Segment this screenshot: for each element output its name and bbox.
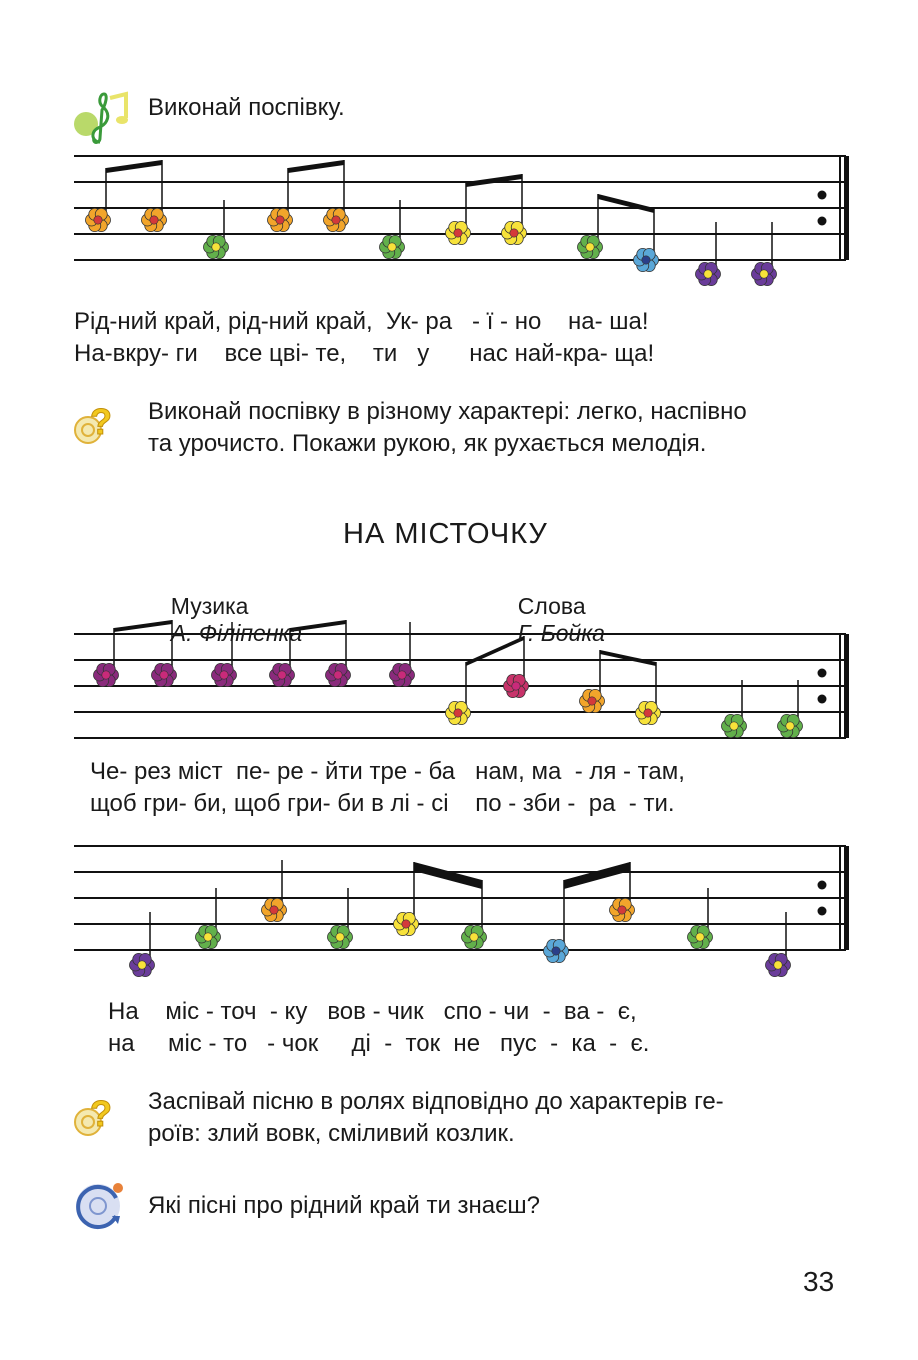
flower-note <box>142 208 167 231</box>
flower-note <box>502 221 527 244</box>
repeat-dot <box>818 881 827 890</box>
flower-note <box>394 912 419 935</box>
question1-line1: Виконай поспівку в різному характері: легко, наспівно <box>148 398 747 425</box>
note-beam <box>598 194 654 213</box>
flower-note <box>196 925 221 948</box>
flower-note <box>390 663 415 686</box>
song-verse2-line1: На міс - точ - ку вов - чик спо - чи - ва - є, <box>108 998 637 1025</box>
song-title: НА МІСТОЧКУ <box>343 518 548 550</box>
flower-note <box>778 714 803 737</box>
flower-note <box>766 953 791 976</box>
svg-text:?: ? <box>90 401 112 442</box>
flower-note <box>380 235 405 258</box>
repeat-dot <box>818 217 827 226</box>
song-words-credits <box>505 566 605 647</box>
barline-thick <box>844 156 849 260</box>
flower-note <box>326 663 351 686</box>
note-beam <box>106 160 162 173</box>
note-beam <box>414 862 482 889</box>
flower-note <box>262 898 287 921</box>
barline-thick <box>844 846 849 950</box>
question1-line2: та урочисто. Покажи рукою, як рухається мелодія. <box>148 430 707 457</box>
flower-note <box>446 221 471 244</box>
flower-note <box>696 262 721 285</box>
flower-note <box>328 925 353 948</box>
flower-note <box>152 663 177 686</box>
note-beam <box>288 160 344 173</box>
flower-note <box>86 208 111 231</box>
flower-note <box>446 701 471 724</box>
review-icon-wrap <box>72 1176 128 1232</box>
question2-line1: Заспівай пісню в ролях відповідно до характерів ге- <box>148 1088 724 1115</box>
song-verse2-line2: на міс - то - чок ді - ток не пус - ка - є. <box>108 1030 650 1057</box>
question-icon <box>72 1090 122 1140</box>
flower-note <box>270 663 295 686</box>
words-label: Слова <box>517 593 586 619</box>
circular-arrow-icon <box>72 1176 128 1232</box>
music-author: А. Філіпенка <box>170 620 303 646</box>
exercise1-lyrics-line1: Рід-ний край, рід-ний край, Ук- ра - ї - но на- ша! <box>74 308 649 335</box>
flower-note <box>752 262 777 285</box>
words-author: Г. Бойка <box>517 620 605 646</box>
question-icon <box>72 398 122 448</box>
flower-note <box>204 235 229 258</box>
flower-note <box>578 235 603 258</box>
question2-line2: роїв: злий вовк, сміливий козлик. <box>148 1120 515 1147</box>
repeat-dot <box>818 907 827 916</box>
flower-note <box>94 663 119 686</box>
page-number: 33 <box>803 1266 835 1297</box>
note-beam <box>466 174 522 187</box>
barline-thick <box>844 634 849 738</box>
note-beam <box>564 862 630 889</box>
exercise1-lyrics-line2: На-вкру- ги все цві- те, ти у нас най-кра- ща! <box>74 340 655 367</box>
flower-note <box>636 701 661 724</box>
review-question: Які пісні про рідний край ти знаєш? <box>148 1192 540 1219</box>
song-credits <box>158 566 302 647</box>
flower-note <box>580 689 605 712</box>
flower-note <box>212 663 237 686</box>
note-beam <box>600 650 656 666</box>
flower-note <box>504 674 529 697</box>
flower-note <box>462 925 487 948</box>
flower-note <box>324 208 349 231</box>
flower-note <box>610 898 635 921</box>
music-label: Музика <box>170 593 249 619</box>
repeat-dot <box>818 669 827 678</box>
flower-note <box>544 939 569 962</box>
flower-note <box>634 248 659 271</box>
song-verse1-line2: щоб гри- би, щоб гри- би в лі - сі по - зби - ра - ти. <box>90 790 675 817</box>
repeat-dot <box>818 191 827 200</box>
question-mark-icon <box>72 1090 122 1140</box>
flower-note <box>722 714 747 737</box>
exercise1-instruction: Виконай поспівку. <box>148 94 345 121</box>
song-verse1-line1: Че- рез міст пе- ре - йти тре - ба нам, ма - ля - там, <box>90 758 685 785</box>
svg-text:?: ? <box>90 1093 112 1134</box>
flower-note <box>130 953 155 976</box>
flower-note <box>688 925 713 948</box>
repeat-dot <box>818 695 827 704</box>
question-mark-icon <box>72 398 122 448</box>
flower-note <box>268 208 293 231</box>
